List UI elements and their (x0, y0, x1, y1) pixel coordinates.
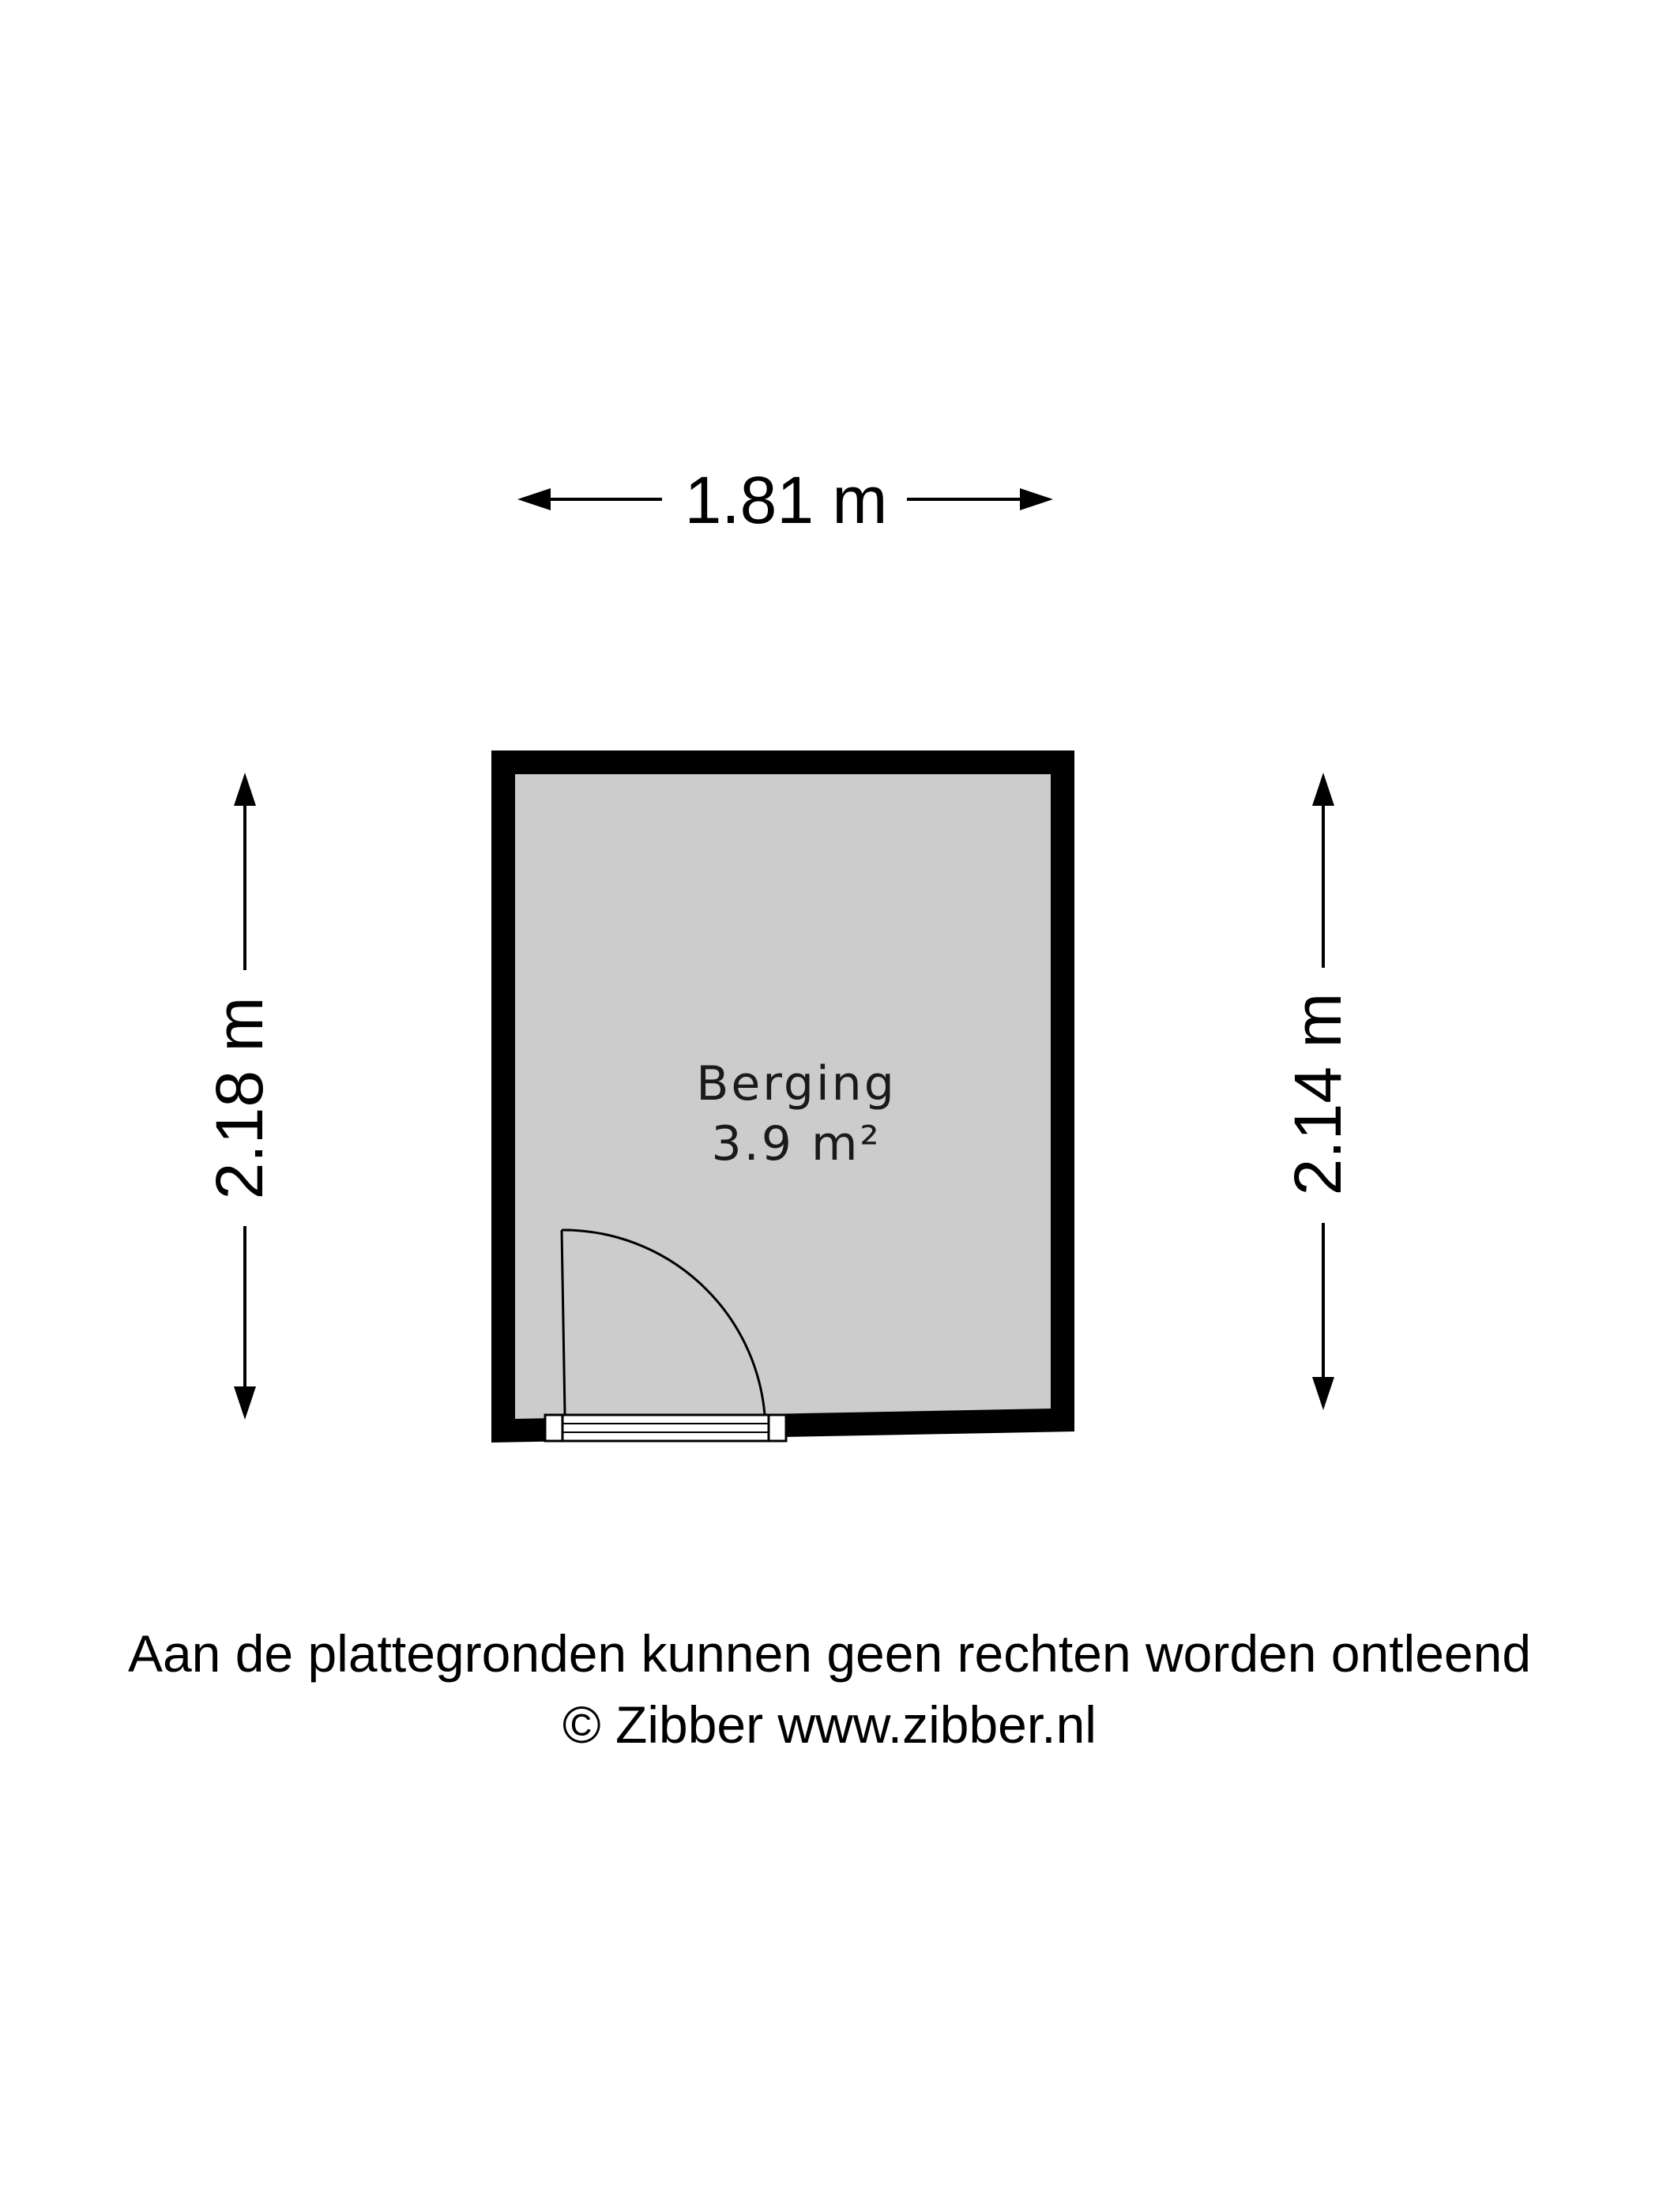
dimension-right (1281, 773, 1355, 1410)
dimension-left (202, 773, 276, 1420)
dimension-left-label: 2.18 m (202, 996, 277, 1200)
disclaimer-text: Aan de plattegronden kunnen geen rechten worden ontleend (127, 1624, 1532, 1683)
door-jamb-right (769, 1415, 786, 1441)
dimension-right-arrow-bottom (1312, 1377, 1334, 1410)
dimension-right-arrow-top (1312, 773, 1334, 806)
dimension-top (517, 463, 1053, 537)
dimension-top-label: 1.81 m (684, 463, 888, 537)
room-area: 3.9 m² (711, 1116, 882, 1172)
copyright-text: © Zibber www.zibber.nl (562, 1695, 1097, 1754)
dimension-top-arrow-right (1020, 488, 1053, 510)
door-opening (545, 1415, 786, 1441)
dimension-right-label: 2.14 m (1281, 992, 1356, 1196)
dimension-top-arrow-left (517, 488, 551, 510)
door-threshold (545, 1415, 786, 1441)
dimension-left-arrow-top (234, 773, 256, 806)
room-name: Berging (696, 1056, 897, 1112)
door-jamb-left (545, 1415, 562, 1441)
dimension-left-arrow-bottom (234, 1386, 256, 1420)
